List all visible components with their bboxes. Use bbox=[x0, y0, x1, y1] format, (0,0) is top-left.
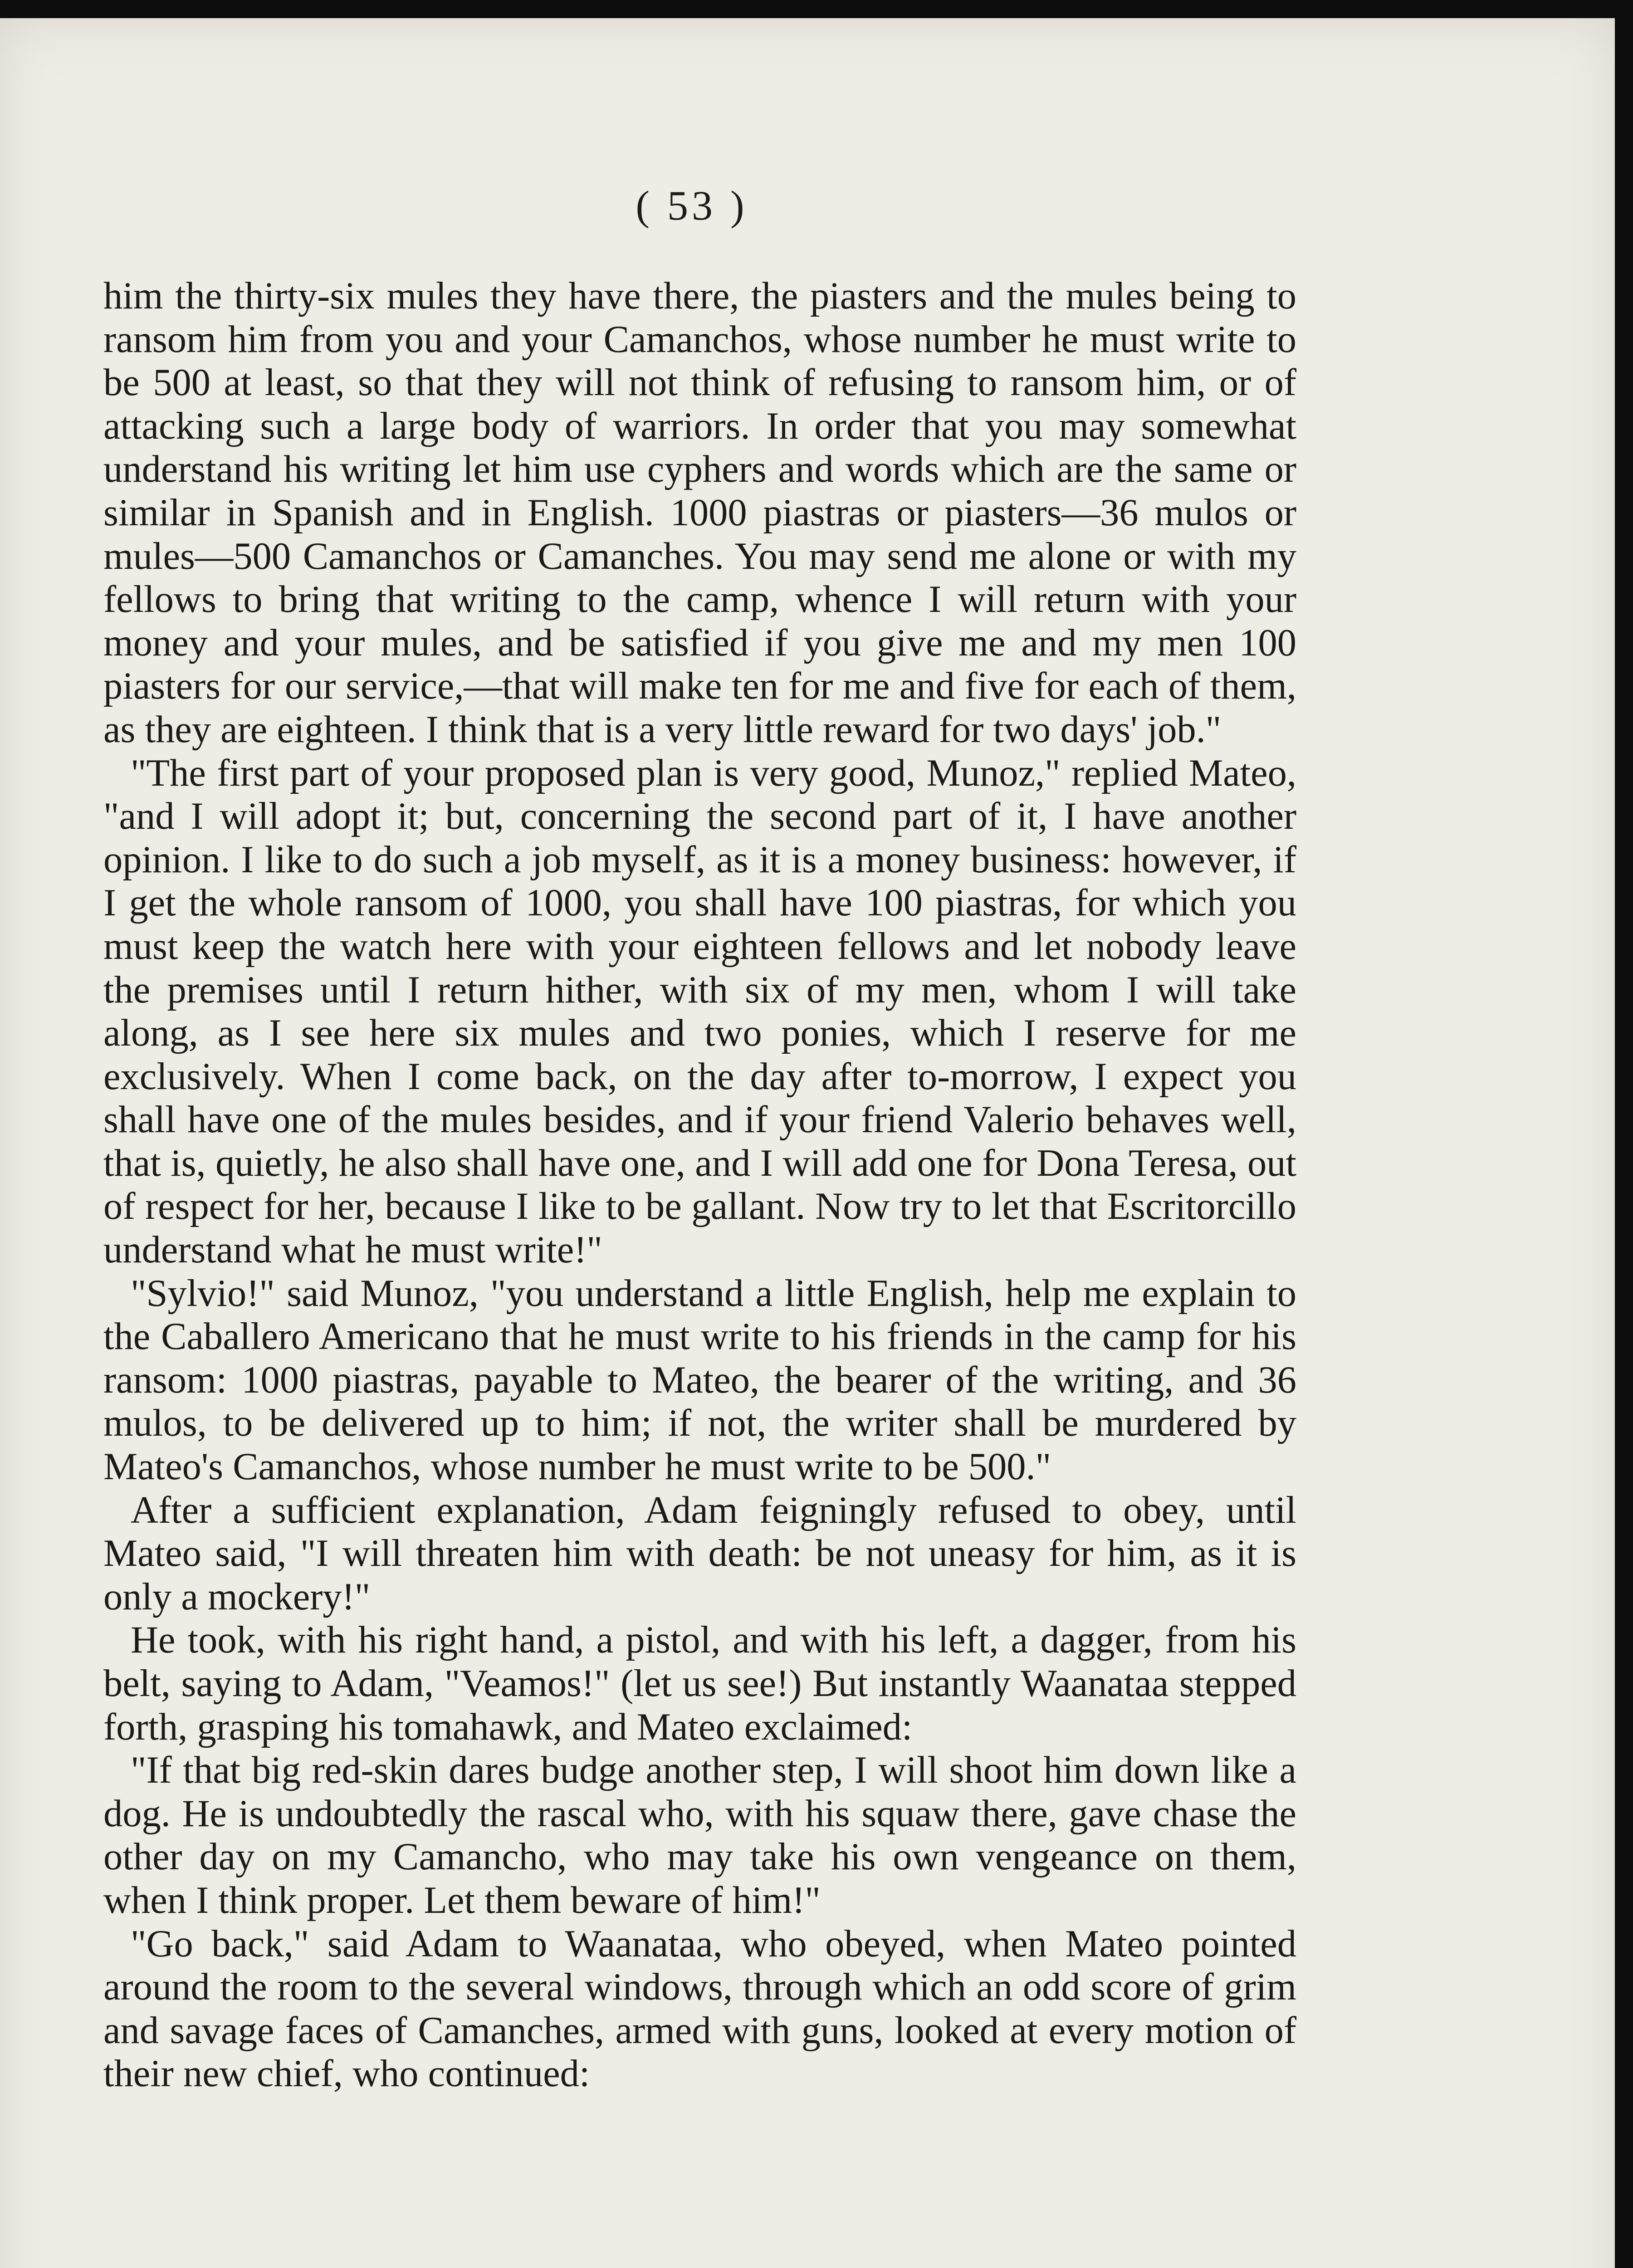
paragraph: "If that big red-skin dares budge another step, I will shoot him down like a dog. He is undoubtedly the rascal who, with his squaw there, gave chase the other day on my Camancho, who may take his own vengeance on them, when I think proper. Let them beware of him!" bbox=[103, 1749, 1296, 1921]
paragraph: "The first part of your proposed plan is very good, Munoz," replied Mateo, "and I will adopt it; but, concerning the second part of it, I have another opinion. I like to do such a job myself, as it is a money business: however, if I get the whole ransom of 1000, you shall have 100 piastras, for which you must keep the watch here with your eighteen fellows and let nobody leave the premises until I return hither, with six of my men, whom I will take along, as I see here six mules and two ponies, which I reserve for me exclusively. When I come back, on the day after to-morrow, I expect you shall have one of the mules besides, and if your friend Valerio behaves well, that is, quietly, he also shall have one, and I will add one for Dona Teresa, out of respect for her, because I like to be gallant. Now try to let that Escritorcillo understand what he must write!" bbox=[103, 752, 1296, 1271]
paragraph: "Go back," said Adam to Waanataa, who obeyed, when Mateo pointed around the room to the several windows, through which an odd score of grim and savage faces of Camanches, armed with guns, looked at every motion of their new chief, who continued: bbox=[103, 1922, 1296, 2095]
paragraph: He took, with his right hand, a pistol, and with his left, a dagger, from his belt, saying to Adam, "Veamos!" (let us see!) But instantly Waanataa stepped forth, grasping his tomahawk, and Mateo exclaimed: bbox=[103, 1619, 1296, 1748]
page-number: ( 53 ) bbox=[636, 182, 748, 229]
book-page bbox=[0, 18, 1615, 2268]
body-text bbox=[103, 274, 1296, 2096]
paragraph: him the thirty-six mules they have there, the piasters and the mules being to ransom him from you and your Camanchos, whose number he must write to be 500 at least, so that they will not think of refusing to ransom him, or of attacking such a large body of warriors. In order that you may somewhat understand his writing let him use cyphers and words which are the same or similar in Spanish and in English. 1000 piastras or piasters—36 mulos or mules—500 Camanchos or Camanches. You may send me alone or with my fellows to bring that writing to the camp, whence I will return with your money and your mules, and be satisfied if you give me and my men 100 piasters for our service,—that will make ten for me and five for each of them, as they are eighteen. I think that is a very little reward for two days' job." bbox=[103, 275, 1296, 751]
paragraph: After a sufficient explanation, Adam feigningly refused to obey, until Mateo said, "I will threaten him with death: be not uneasy for him, as it is only a mockery!" bbox=[103, 1489, 1296, 1618]
paragraph: "Sylvio!" said Munoz, "you understand a little English, help me explain to the Caballero Americano that he must write to his friends in the camp for his ransom: 1000 piastras, payable to Mateo, the bearer of the writing, and 36 mulos, to be delivered up to him; if not, the writer shall be murdered by Mateo's Camanchos, whose number he must write to be 500." bbox=[103, 1272, 1296, 1488]
